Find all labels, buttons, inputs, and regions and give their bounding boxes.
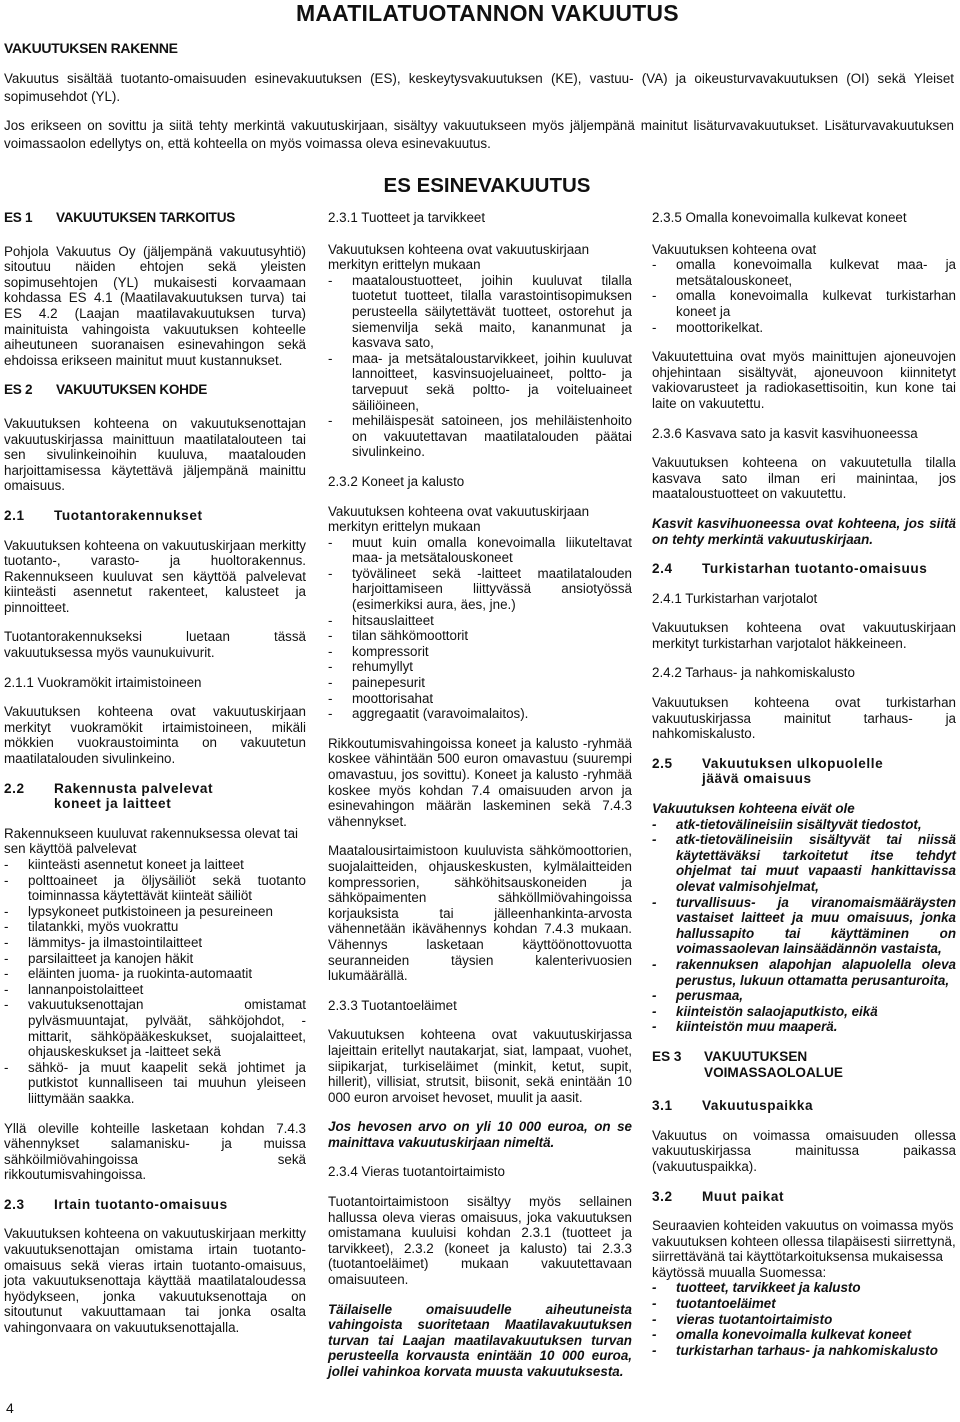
intro-paragraph-1: Vakuutus sisältää tuotanto-omaisuuden esinevakuutuksen (ES), keskeytysvakuutuksen (KE), vastuu- (VA) ja oikeusturvavakuutuksen (OI) sekä Yleiset sopimusehdot (YL). [4, 71, 954, 104]
s231-heading: 2.3.1 Tuotteet ja tarvikkeet [328, 210, 486, 225]
list-item: - maa- ja metsätaloustarvikkeet, joihin kuuluvat lannoitteet, kasvinsuojeluaineet, poltto- ja tarvepuut sekä poltto- ja voiteluaineet säiliöineen, [328, 351, 632, 413]
s25-title-line-1: Vakuutuksen ulkopuolelle [702, 755, 884, 771]
es2-number: ES 2 [4, 382, 33, 398]
s21-heading [4, 508, 306, 524]
s241-text: Vakuutuksen kohteena ovat vakuutuskirjaan merkityt turkistarhan varjotalot häkkeineen. [652, 620, 956, 651]
s232-text-1: Rikkoutumisvahingoissa koneet ja kalusto -ryhmää koskee vähintään 500 euron omavastuu (suurempi omavastuu, jos sovittu). Koneet ja kalusto -ryhmää koskee myös kohdan 7.4 omaisuuden arvon ja esinevahingon määrän laskeminen sekä 7.4.3 vähennykset. [328, 735, 632, 829]
list-item: - omalla konevoimalla kulkevat koneet [652, 1327, 956, 1343]
s23-number: 2.3 [4, 1196, 25, 1212]
s31-text: Vakuutus on voimassa omaisuuden ollessa vakuutuskirjassa mainitussa paikassa (vakuutuspaikka). [652, 1127, 956, 1174]
list-item: - sähkö- ja muut kaapelit sekä johtimet ja putkistot kunnalliseen tai muuhun yleiseen liittymään saakka. [4, 1060, 306, 1107]
es2-heading [4, 382, 306, 398]
s233-text: Vakuutuksen kohteena ovat vakuutuskirjassa lajeittain eritellyt nautakarjat, siat, lampaat, vuohet, siipikarjat, turkiseläimet (minkit, ketut, supit, hillerit), villisiat, strutsit, biisonit, sekä enintään 10 000 euron arvoiset hevoset, muulit ja aasit. [328, 1027, 632, 1105]
s234-heading: 2.3.4 Vieras tuotantoirtaimisto [328, 1164, 505, 1180]
s241-heading: 2.4.1 Turkistarhan varjotalot [652, 590, 818, 606]
list-item: - painepesurit [328, 675, 632, 691]
es3-title-line-2: VOIMASSAOLOALUE [704, 1064, 843, 1080]
list-item: - perusmaa, [652, 988, 956, 1004]
s21-text-1: Vakuutuksen kohteena on vakuutuskirjaan merkitty tuotanto-, varasto- ja huoltorakennus. Rakennukseen kuuluvat sen käyttöä palvelevat kiinteästi asennetut rakenteet, kalusteet ja pinnoitteet. [4, 537, 306, 615]
list-item: - lypsykoneet putkistoineen ja pesureineen [4, 904, 306, 920]
s23-heading [4, 1197, 306, 1213]
s236-note: Kasvit kasvihuoneessa ovat kohteena, jos siitä on tehty merkintä vakuutuskirjaan. [652, 515, 956, 547]
es3-title-line-1: VAKUUTUKSEN [704, 1048, 808, 1064]
es3-heading [652, 1049, 956, 1080]
s25-list [652, 817, 956, 1035]
column-2 [328, 210, 632, 1394]
list-item: - mehiläispesät satoineen, jos mehiläistenhoito on vakuutettavan maatilatalouden päätai sivulinkeino. [328, 413, 632, 460]
s236-text: Vakuutuksen kohteena on vakuutetulla tilalla kasvava sato ilman eri mainintaa, jos maataloustuotteet on vakuutettu. [652, 455, 956, 502]
s231-lead: Vakuutuksen kohteena ovat vakuutuskirjaan merkityn erittelyn mukaan [328, 241, 590, 273]
list-item: - kiinteistön salaojaputkisto, eikä [652, 1004, 956, 1020]
s211-heading: 2.1.1 Vuokramökit irtaimistoineen [4, 674, 202, 690]
s234-note: Täilaiselle omaisuudelle aiheutuneista vahingoista suoritetaan Maatilavakuutuksen turvan tai Laajan maatilavakuutuksen turvan perusteella korvausta enintään 10 000 euroa, jollei vahinkoa korvata muusta vakuutuksesta. [328, 1301, 632, 1379]
s233-note: Jos hevosen arvo on yli 10 000 euroa, on se mainittava vakuutuskirjaan nimeltä. [328, 1119, 632, 1150]
s31-title: Vakuutuspaikka [702, 1098, 814, 1114]
s236-heading: 2.3.6 Kasvava sato ja kasvit kasvihuoneessa [652, 425, 918, 441]
column-3 [652, 210, 956, 1372]
list-item: - moottorikelkat. [652, 320, 956, 336]
es2-title: VAKUUTUKSEN KOHDE [56, 382, 207, 398]
list-item: - turkistarhan tarhaus- ja nahkomiskalusto [652, 1343, 956, 1359]
s22-list [4, 857, 306, 1107]
s22-tail: Yllä oleville kohteille lasketaan kohdan 7.4.3 vähennykset salamanisku- ja muissa sähköilmiövahingoissa sekä rikkoutumisvahingoissa. [4, 1120, 306, 1183]
s21-title: Tuotantorakennukset [54, 507, 203, 523]
s25-number: 2.5 [652, 755, 673, 771]
s231-list [328, 273, 632, 460]
list-item: - omalla konevoimalla kulkevat maa- ja metsätalouskoneet, [652, 257, 956, 288]
s32-title: Muut paikat [702, 1188, 785, 1204]
s24-number: 2.4 [652, 561, 673, 577]
s22-title-line-1: Rakennusta palvelevat [54, 780, 214, 796]
s22-title-line-2: koneet ja laitteet [54, 796, 172, 812]
s23-title: Irtain tuotanto-omaisuus [54, 1196, 228, 1212]
s235-heading: 2.3.5 Omalla konevoimalla kulkevat koneet [652, 210, 907, 225]
list-item: - atk-tietovälineisiin sisältyvät tai niissä käytettäväksi tarkoitetut itse tehdyt ohjelmat tai muut vapaasti hankittavissa olevat valmisohjelmat, [652, 832, 956, 894]
s22-heading [4, 781, 306, 812]
list-item: - maataloustuotteet, joihin kuuluvat tilalla tuotetut tuotteet, tilalla varastointisopimuksen perusteella säilytettävät tuotteet, ostorehut ja siemenvilja sekä maito, kananmunat ja kasvava sato, [328, 273, 632, 351]
list-item: - tuotantoeläimet [652, 1296, 956, 1312]
s242-text: Vakuutuksen kohteena ovat turkistarhan vakuutuskirjassa mainitut tarhaus- ja nahkomiskalusto. [652, 695, 956, 742]
list-item: - tilatankki, myös vuokrattu [4, 919, 306, 935]
list-item: - työvälineet sekä -laitteet maatilatalouden harjoittamiseen liittyvässä ansiotyössä (esimerkiksi aura, äes, jne.) [328, 566, 632, 613]
list-item: - tuotteet, tarvikkeet ja kalusto [652, 1280, 956, 1296]
es2-text: Vakuutuksen kohteena on vakuutuksenottajan vakuutuskirjassa mainittuun maatilatalouteen tai sen sivulinkeinoihin kuuluva, maatalouden harjoittamisessa käytettävä jäljempänä mainittu omaisuus. [4, 415, 306, 494]
s25-lead: Vakuutuksen kohteena eivät ole [652, 801, 855, 817]
s232-heading: 2.3.2 Koneet ja kalusto [328, 473, 465, 489]
section-title: ES ESINEVAKUUTUS [383, 174, 591, 197]
es3-number: ES 3 [652, 1048, 682, 1064]
list-item: - tilan sähkömoottorit [328, 628, 632, 644]
list-item: - lämmitys- ja ilmastointilaitteet [4, 935, 306, 951]
structure-heading: VAKUUTUKSEN RAKENNE [4, 40, 178, 56]
s25-title-line-2: jäävä omaisuus [702, 771, 812, 787]
s235-list [652, 257, 956, 335]
s242-heading: 2.4.2 Tarhaus- ja nahkomiskalusto [652, 665, 855, 681]
list-item: - aggregaatit (varavoimalaitos). [328, 706, 632, 722]
column-1 [4, 210, 306, 1350]
list-item: - turvallisuus- ja viranomaismääräysten vastaiset laitteet ja muu omaisuus, jonka hallussapito tai käyttäminen on voimassaolevan lainsäädännön vastaista, [652, 895, 956, 957]
s211-text: Vakuutuksen kohteena ovat vakuutuskirjaan merkityt vuokramökit irtaimistoineen, mikäli mökkien vuokraustoiminta on vakuutetun maatilatalouden sivulinkeino. [4, 704, 306, 767]
list-item: - parsilaitteet ja kanojen häkit [4, 951, 306, 967]
list-item: - hitsauslaitteet [328, 613, 632, 629]
s234-text: Tuotantoirtaimistoon sisältyy myös sellainen hallussa oleva vieras omaisuus, joka vakuutuksen omistamana kuuluisi kohdan 2.3.1 (tuotteet ja tarvikkeet), 2.3.2 (koneet ja kalusto) tai 2.3.3 (tuotantoeläimet) mukaan vakuutettavaan omaisuuteen. [328, 1194, 632, 1288]
s232-list [328, 535, 632, 722]
list-item: - vakuutuksenottajan omistamat pylväsmuuntajat, pylväät, sähköjohdot, -mittarit, sähköpääkeskukset, suojalaitteet, ohjauskeskukset ja -laitteet sekä [4, 997, 306, 1059]
s235-lead: Vakuutuksen kohteena ovat [652, 241, 817, 257]
s21-text-2: Tuotantorakennukseksi luetaan tässä vakuutuksessa myös vaunukuivurit. [4, 629, 306, 661]
es1-title: VAKUUTUKSEN TARKOITUS [56, 210, 235, 225]
es1-number: ES 1 [4, 210, 33, 225]
list-item: - kiinteästi asennetut koneet ja laitteet [4, 857, 306, 873]
s32-heading [652, 1189, 956, 1205]
s21-number: 2.1 [4, 507, 25, 523]
list-item: - muut kuin omalla konevoimalla liikuteltavat maa- ja metsätalouskoneet [328, 535, 632, 566]
page-number: 4 [6, 1400, 14, 1416]
list-item: - lannanpoistolaitteet [4, 982, 306, 998]
s32-list [652, 1280, 956, 1358]
s24-heading [652, 561, 956, 577]
es1-text: Pohjola Vakuutus Oy (jäljempänä vakuutusyhtiö) sitoutuu näiden ehtojen sekä yleisten sopimusehtojen (YL) mukaisesti korvaamaan kohdassa ES 4.1 (Maatilavakuutuksen turva) tai ES 4.2 (Laajan maatilavakuutuksen turva) mainituista vahingoista vakuutuksen kohteelle aiheutuneen suoranaisen esinevahingon sekä ehdoissa erikseen mainitut muut kustannukset. [4, 243, 306, 368]
list-item: - rakennuksen alapohjan alapuolella oleva perustus, lukuun ottamatta perusanturoita, [652, 957, 956, 988]
s233-heading: 2.3.3 Tuotantoeläimet [328, 997, 457, 1013]
s32-number: 3.2 [652, 1188, 673, 1204]
s235-text: Vakuutettuina ovat myös mainittujen ajoneuvojen ohjehintaan sisältyvät, ajoneuvoon kiinnitetyt vakiovarusteet ja radiokasettisoitin, kun kone tai laite on vakuutettu. [652, 349, 956, 411]
list-item: - kompressorit [328, 644, 632, 660]
list-item: - atk-tietovälineisiin sisältyvät tiedostot, [652, 817, 956, 833]
s32-text: Seuraavien kohteiden vakuutus on voimassa myös vakuutuksen kohteen ollessa tilapäisesti siirrettynä, siirrettävänä tai käyttötarkoituksensa mukaisessa käytössä muualla Suomessa: [652, 1218, 956, 1280]
es1-heading [4, 210, 306, 226]
list-item: - eläinten juoma- ja ruokinta-automaatit [4, 966, 306, 982]
list-item: - polttoaineet ja öljysäiliöt sekä tuotanto toiminnassa käytettävät kiinteät säiliöt [4, 873, 306, 904]
s31-number: 3.1 [652, 1098, 673, 1114]
list-item: - rehumyllyt [328, 659, 632, 675]
list-item: - omalla konevoimalla kulkevat turkistarhan koneet ja [652, 288, 956, 319]
intro-paragraph-2: Jos erikseen on sovittu ja siitä tehty merkintä vakuutuskirjaan, sisältyy vakuutukseen myös jäljempänä mainitut lisäturvavakuutukset. Lisäturvavakuutuksen voimassaolon edellytys on, että kohteella on myös voimassa oleva esinevakuutus. [4, 118, 954, 151]
s23-text: Vakuutuksen kohteena on vakuutuskirjaan merkitty vakuutuksenottajan omistama irtain tuotanto-omaisuus sekä vieras irtain tuotanto-omaisuus, jota vakuutuksenottaja käyttää maatilataloudessa hyödykseen, jonka vakuutuksenottaja on sitoutunut vakuuttamaan tai jonka osalta vahingonvaara on vakuutuksenottajalla. [4, 1226, 306, 1336]
s24-title: Turkistarhan tuotanto-omaisuus [702, 561, 928, 577]
document-title: MAATILATUOTANNON VAKUUTUS [296, 0, 679, 26]
s22-number: 2.2 [4, 780, 25, 796]
s232-lead: Vakuutuksen kohteena ovat vakuutuskirjaan merkityn erittelyn mukaan [328, 503, 590, 535]
s25-heading [652, 756, 956, 787]
list-item: - kiinteistön muu maaperä. [652, 1019, 956, 1035]
s22-lead: Rakennukseen kuuluvat rakennuksessa olevat tai sen käyttöä palvelevat [4, 825, 299, 857]
s232-text-2: Maatalousirtaimistoon kuuluvista sähkömoottorien, suojalaitteiden, ohjauskeskusten, kylmälaitteiden kompressorien, sähköhitsauskoneiden ja sähköpaimenten sähköllmiövahingoissa korjauksista tai jälleenhankinta-arvosta vähennetään ikävähennys kohdan 7.4.3 mukaan. Vähennys lasketaan käyttöönottovuotta seuranneiden täysien kalenterivuosien lukumäärällä. [328, 843, 632, 984]
list-item: - vieras tuotantoirtaimisto [652, 1312, 956, 1328]
s31-heading [652, 1098, 956, 1114]
list-item: - moottorisahat [328, 691, 632, 707]
